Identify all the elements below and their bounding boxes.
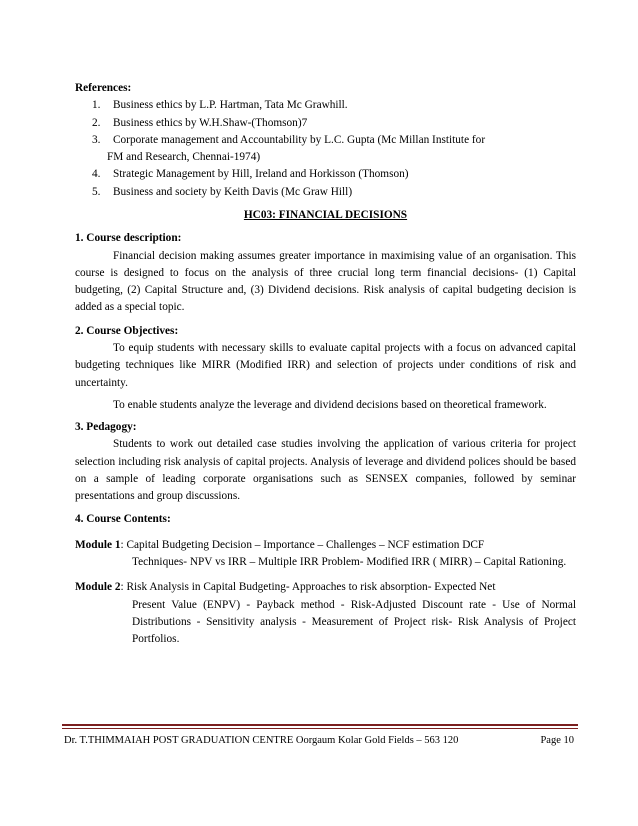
reference-item [75,115,576,132]
reference-number: 4. [92,168,101,181]
module-description: : Risk Analysis in Capital Budgeting- Approaches to risk absorption- Expected Net [120,581,496,594]
module-1 [75,537,576,572]
module-label: Module [75,538,113,551]
footer-divider-thick [62,724,578,726]
reference-item [75,184,576,201]
section-heading: 3. Pedagogy: [75,421,137,434]
module-number: 2 [114,581,121,594]
reference-text: Business ethics by L.P. Hartman, Tata Mc Grawhill. [113,99,348,112]
module-description: : Capital Budgeting Decision – Importance – Challenges – NCF estimation DCF [120,538,485,551]
section-paragraph: Financial decision making assumes greater importance in maximising value of an organisation. This course is designed to focus on the analysis of three crucial long term financial decisions- (1) Capital budgeting, (2) Capital Structure and, (3) Dividend decisions. Risk analysis of capital budgeting decision is added as a special topic. [75,249,576,314]
section-paragraph: To equip students with necessary skills to evaluate capital projects with a focus on advanced capital budgeting techniques like MIRR (Modified IRR) and selection of projects under conditions of risk and uncertainty. [75,341,576,389]
section-heading: 4. Course Contents: [75,513,171,526]
section-heading: 1. Course description: [75,232,182,245]
references-list [75,97,576,201]
reference-text: Business and society by Keith Davis (Mc Graw Hill) [113,185,353,198]
module-2 [75,579,576,648]
reference-text-continued: FM and Research, Chennai-1974) [107,151,261,164]
reference-text: Business ethics by W.H.Shaw-(Thomson)7 [113,116,308,129]
section-paragraph: Students to work out detailed case studies involving the application of various criteria for project selection including risk analysis of capital projects. Analysis of leverage and dividend polices should be based on a sample of leading corporate organisations such as SENSEX companies, followed by seminar presentations and group discussions. [75,438,576,503]
module-first-line [75,537,576,554]
module-description-continued: Present Value (ENPV) - Payback method - Risk-Adjusted Discount rate - Use of Normal Distributions - Sensitivity analysis - Measurement of Project risk- Risk Analysis of Project Portfolios. [132,598,576,646]
reference-item [75,97,576,114]
section-course-contents [75,511,576,528]
course-title: HC03: FINANCIAL DECISIONS [243,208,408,221]
page-content [75,80,576,648]
section-course-description [75,230,576,316]
section-paragraph-secondary: To enable students analyze the leverage and dividend decisions based on theoretical framework. [113,398,547,411]
references-heading: References: [75,82,132,94]
footer-page-number: Page 10 [540,735,574,746]
reference-text: Strategic Management by Hill, Ireland and Horkisson (Thomson) [113,168,409,181]
reference-item [75,166,576,183]
footer-divider-thin [62,728,578,729]
reference-number: 3. [92,133,101,146]
reference-number: 2. [92,116,101,129]
reference-item [75,132,576,149]
module-description-continued: Techniques- NPV vs IRR – Multiple IRR Problem- Modified IRR ( MIRR) – Capital Rationing. [132,556,567,568]
section-course-objectives [75,323,576,413]
reference-text: Corporate management and Accountability by L.C. Gupta (Mc Millan Institute for [113,133,486,146]
module-first-line [75,579,576,596]
module-label: Module [75,581,113,594]
reference-number: 1. [92,99,101,112]
module-number: 1 [114,538,121,551]
reference-number: 5. [92,185,101,198]
section-heading: 2. Course Objectives: [75,324,179,337]
footer-institution: Dr. T.THIMMAIAH POST GRADUATION CENTRE Oorgaum Kolar Gold Fields – 563 120 [64,735,459,746]
section-pedagogy [75,419,576,505]
